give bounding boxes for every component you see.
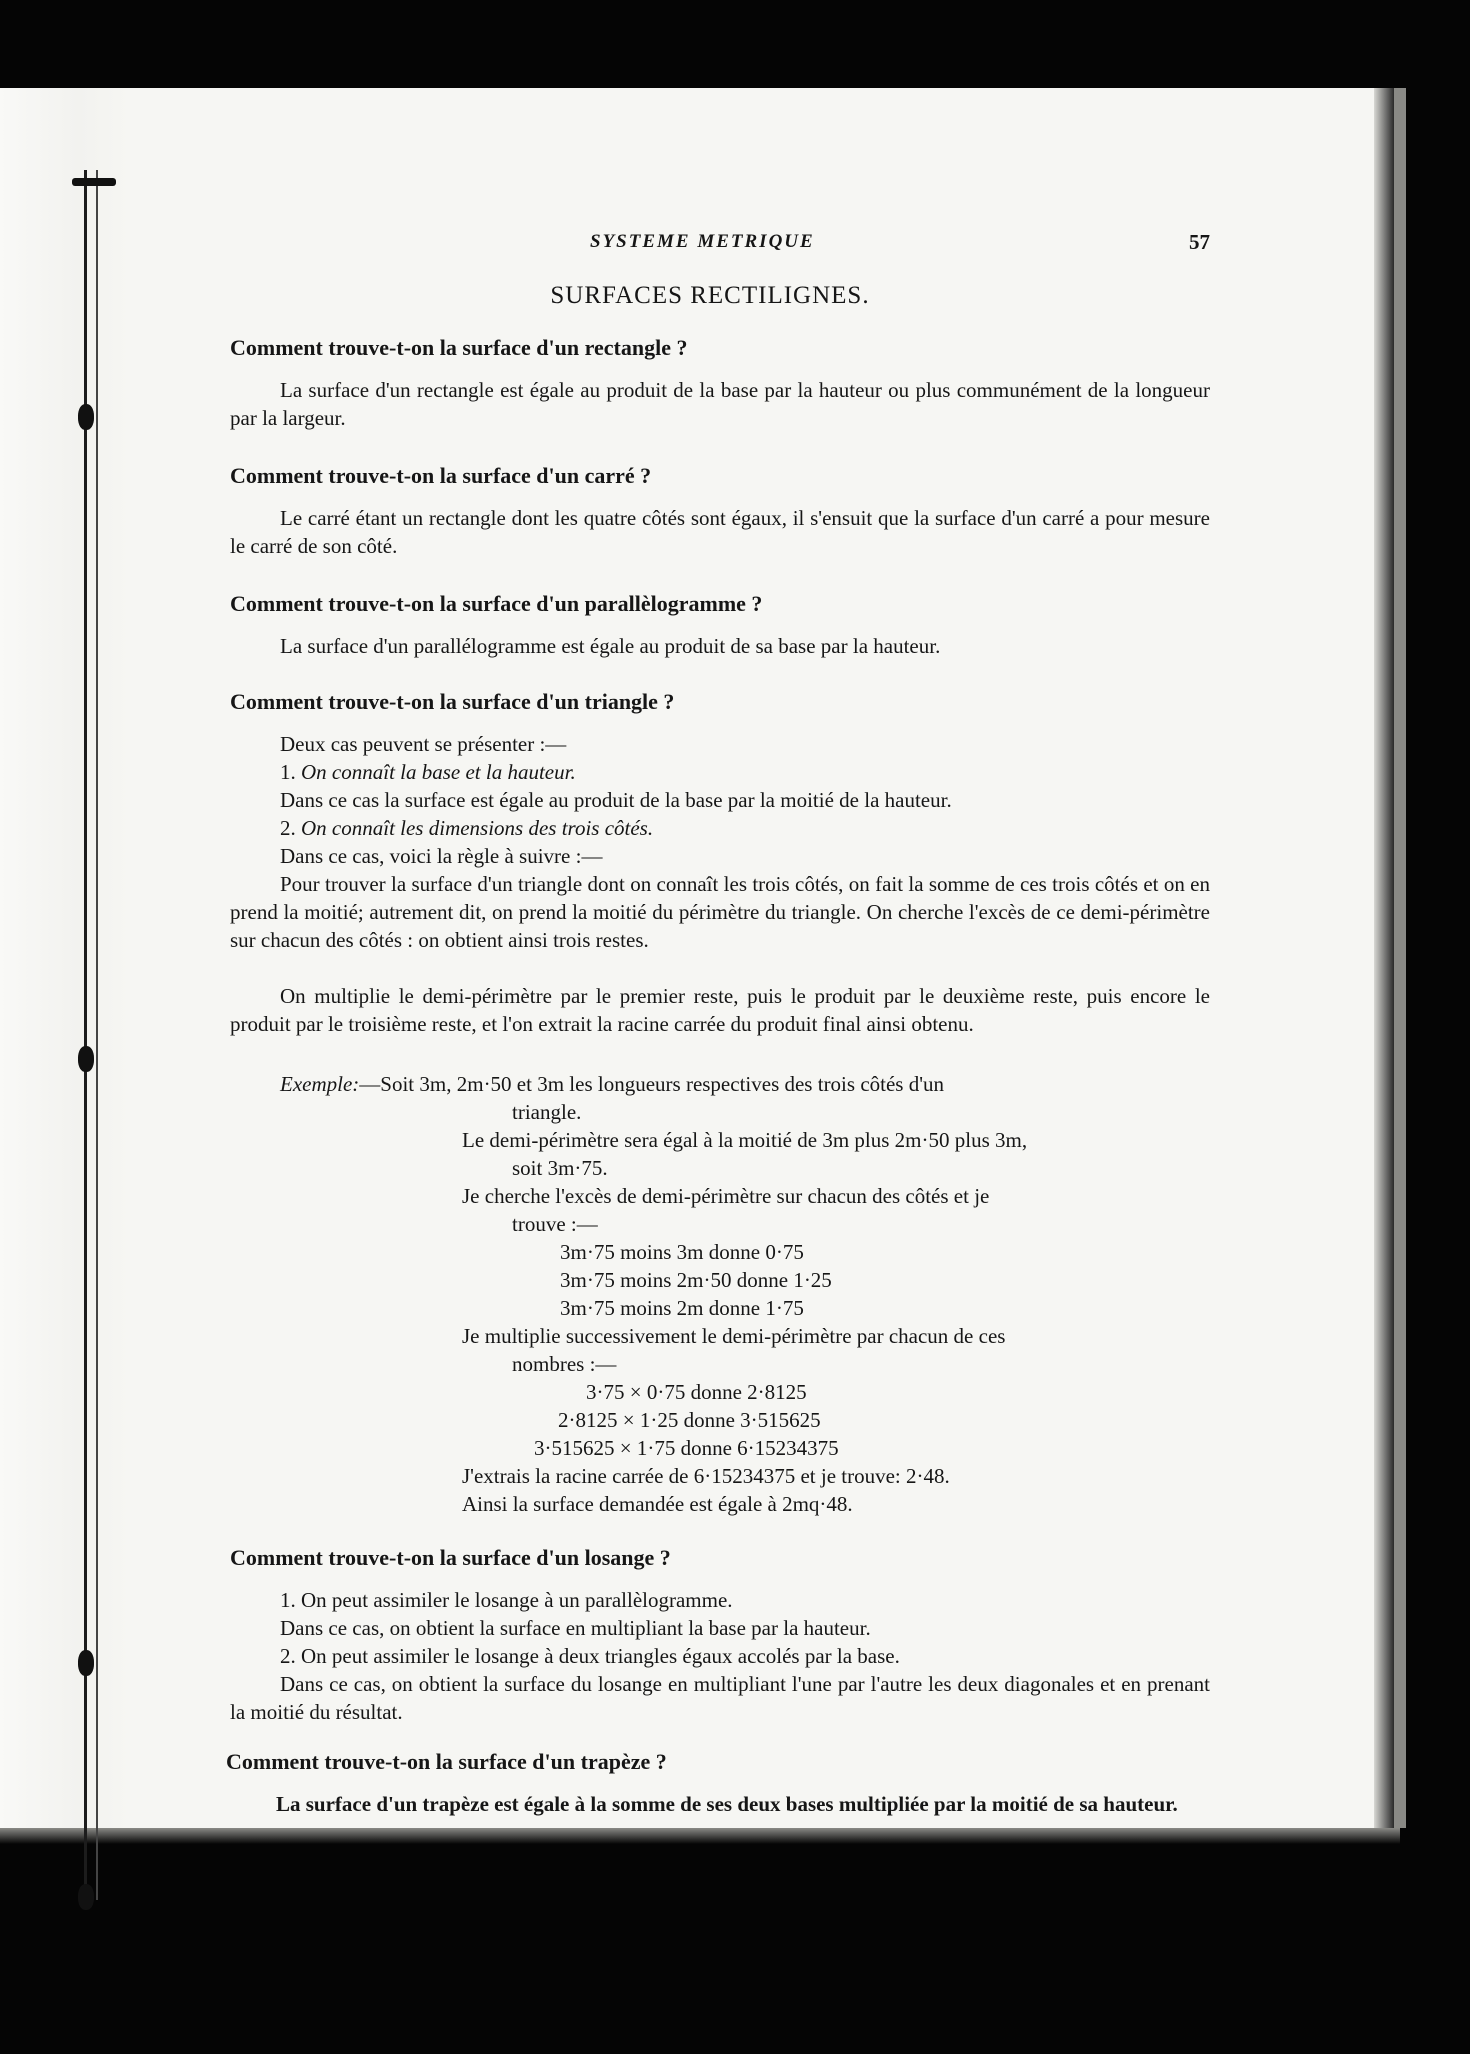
example-step2: Je cherche l'excès de demi-périmètre sur chacun des côtés et je	[462, 1184, 990, 1208]
example-step4: J'extrais la racine carrée de 6·15234375 et je trouve: 2·48.	[462, 1464, 950, 1488]
case1-text: On connaît la base et la hauteur.	[301, 760, 576, 784]
excess-line: 3m·75 moins 2m·50 donne 1·25	[560, 1268, 832, 1292]
question-rectangle: Comment trouve-t-on la surface d'un rectangle ?	[230, 335, 688, 360]
triangle-case2-intro: Dans ce cas, voici la règle à suivre :—	[280, 844, 603, 868]
question-carre: Comment trouve-t-on la surface d'un carré ?	[230, 463, 652, 488]
page-number: 57	[1189, 230, 1210, 254]
example-first-line	[280, 1070, 944, 1098]
triangle-rule1: Pour trouver la surface d'un triangle dont on connaît les trois côtés, on fait la somme de ces trois côtés et on en prend la moitié; autrement dit, on prend la moitié du périmètre du triangle. On cherche l'excès de ce demi-périmètre sur chacun des côtés : on obtient ainsi trois restes.	[230, 872, 1210, 952]
example-step1: Le demi-périmètre sera égal à la moitié de 3m plus 2m·50 plus 3m,	[462, 1128, 1028, 1152]
product-line: 3·515625 × 1·75 donne 6·15234375	[534, 1436, 839, 1460]
triangle-intro: Deux cas peuvent se présenter :—	[280, 732, 567, 756]
example-step1-cont: soit 3m·75.	[512, 1156, 608, 1180]
question-parallelogramme: Comment trouve-t-on la surface d'un parallèlogramme ?	[230, 591, 763, 616]
example-step5: Ainsi la surface demandée est égale à 2mq·48.	[462, 1492, 853, 1516]
excess-line: 3m·75 moins 3m donne 0·75	[560, 1240, 804, 1264]
example-label: Exemple:	[280, 1072, 360, 1096]
question-losange: Comment trouve-t-on la surface d'un losange ?	[230, 1545, 671, 1570]
triangle-case1	[280, 758, 576, 786]
answer-parallelogramme: La surface d'un parallélogramme est égale au produit de sa base par la hauteur.	[280, 634, 941, 658]
case2-text: On connaît les dimensions des trois côtés.	[301, 816, 654, 840]
question-triangle: Comment trouve-t-on la surface d'un triangle ?	[230, 689, 675, 714]
example-text: —Soit 3m, 2m·50 et 3m les longueurs respectives des trois côtés d'un	[359, 1072, 944, 1096]
product-line: 3·75 × 0·75 donne 2·8125	[586, 1380, 807, 1404]
losange-line4: Dans ce cas, on obtient la surface du losange en multipliant l'une par l'autre les deux diagonales et en prenant la moitié du résultat.	[230, 1672, 1210, 1724]
example-step3: Je multiplie successivement le demi-périmètre par chacun de ces	[462, 1324, 1006, 1348]
example-step3-cont: nombres :—	[512, 1352, 617, 1376]
question-trapeze: Comment trouve-t-on la surface d'un trapèze ?	[226, 1749, 667, 1774]
losange-line2: Dans ce cas, on obtient la surface en multipliant la base par la hauteur.	[280, 1616, 871, 1640]
chapter-title: SURFACES RECTILIGNES.	[550, 282, 870, 309]
product-line: 2·8125 × 1·25 donne 3·515625	[558, 1408, 821, 1432]
case1-number: 1.	[280, 760, 296, 784]
answer-carre: Le carré étant un rectangle dont les quatre côtés sont égaux, il s'ensuit que la surface d'un carré a pour mesure le carré de son côté.	[230, 506, 1210, 558]
binding-knot	[78, 1884, 94, 1910]
excess-line: 3m·75 moins 2m donne 1·75	[560, 1296, 804, 1320]
running-head-title: SYSTEME METRIQUE	[590, 231, 815, 252]
page-edge-strip	[1394, 88, 1406, 1828]
answer-trapeze: La surface d'un trapèze est égale à la somme de ses deux bases multipliée par la moitié de sa hauteur.	[276, 1792, 1178, 1816]
answer-rectangle: La surface d'un rectangle est égale au produit de la base par la hauteur ou plus communément de la longueur par la largeur.	[230, 378, 1210, 430]
triangle-case2	[280, 814, 653, 842]
triangle-rule2: On multiplie le demi-périmètre par le premier reste, puis le produit par le deuxième reste, puis encore le produit par le troisième reste, et l'on extrait la racine carrée du produit final ainsi obtenu.	[230, 984, 1210, 1036]
case2-number: 2.	[280, 816, 296, 840]
example-step2-cont: trouve :—	[512, 1212, 598, 1236]
losange-line3: 2. On peut assimiler le losange à deux triangles égaux accolés par la base.	[280, 1644, 900, 1668]
example-second-line: triangle.	[512, 1100, 582, 1124]
losange-line1: 1. On peut assimiler le losange à un parallèlogramme.	[280, 1588, 733, 1612]
triangle-case1-rule: Dans ce cas la surface est égale au produit de la base par la moitié de la hauteur.	[280, 788, 952, 812]
